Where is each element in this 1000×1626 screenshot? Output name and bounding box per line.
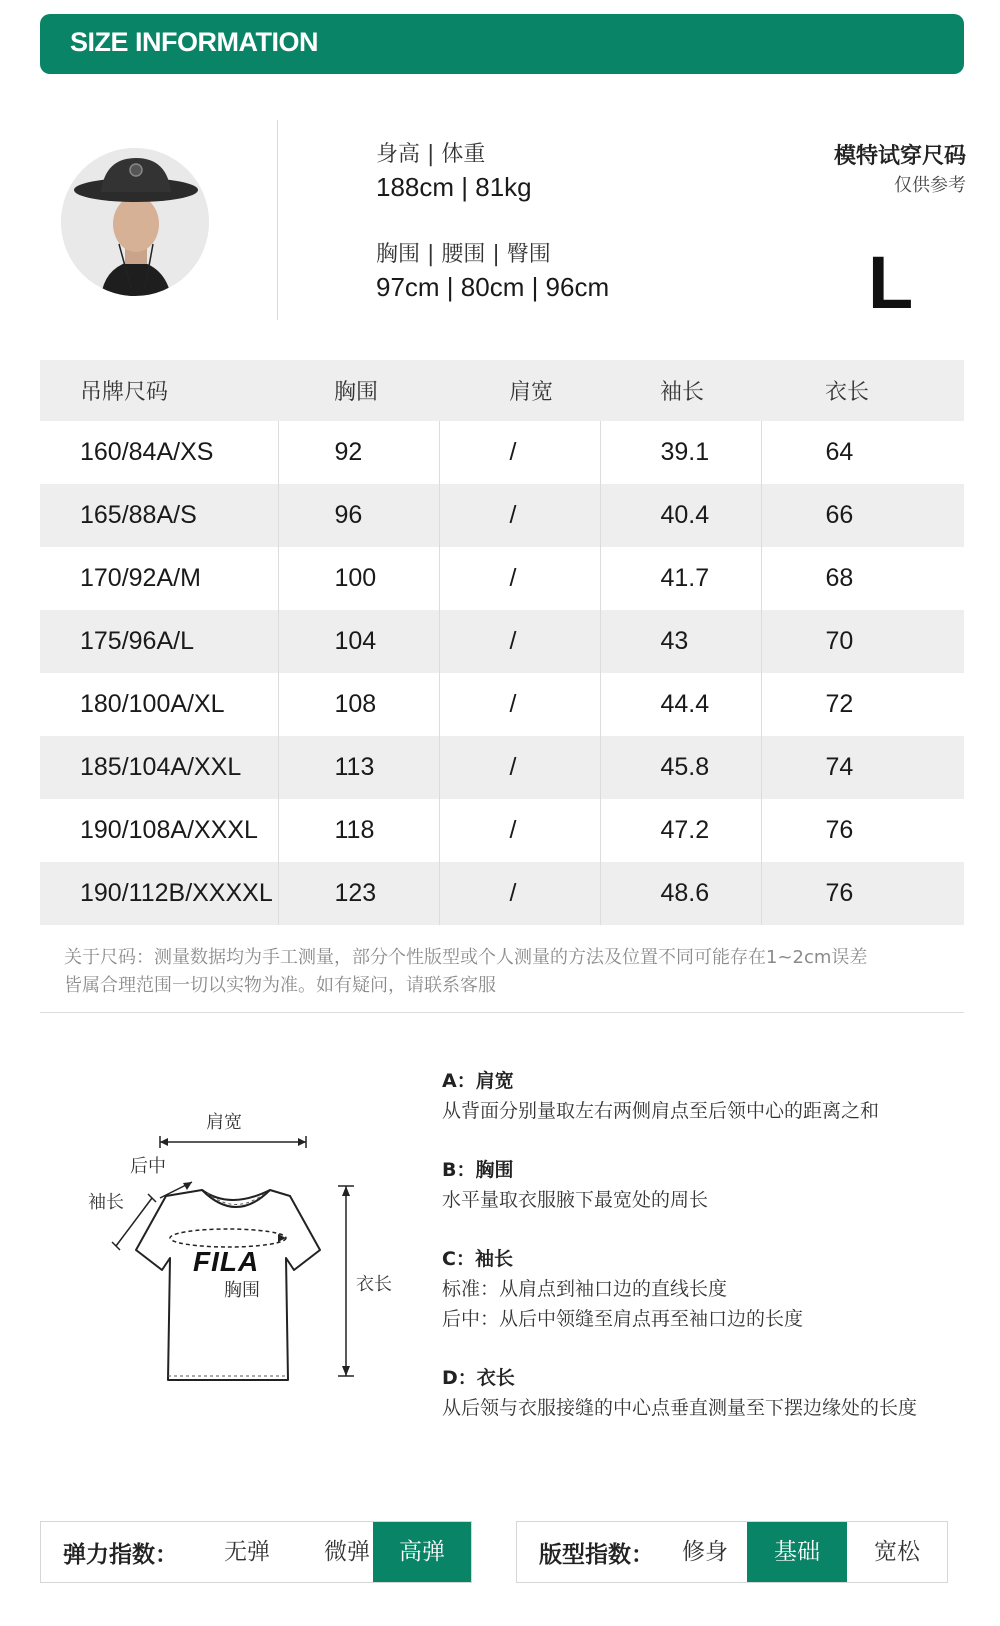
- model-try-size: L: [868, 241, 914, 324]
- fit-title: 版型指数：: [539, 1541, 654, 1568]
- cell-sleeve: 48.6: [600, 862, 761, 925]
- diagram-shoulder-label: 肩宽: [206, 1112, 242, 1133]
- header-sleeve: 袖长: [600, 360, 761, 421]
- cell-shoulder: /: [439, 673, 600, 736]
- measurements-label: 胸围 | 腰围 | 臀围: [376, 242, 551, 267]
- desc-heading: D：衣长: [442, 1367, 515, 1389]
- cell-chest: 92: [278, 421, 439, 484]
- table-row: [40, 673, 964, 736]
- cell-size: 175/96A/L: [40, 610, 278, 673]
- cell-sleeve: 41.7: [600, 547, 761, 610]
- cell-chest: 104: [278, 610, 439, 673]
- tshirt-diagram: [80, 1100, 420, 1420]
- elasticity-option-none: 无弹: [224, 1539, 270, 1565]
- cell-sleeve: 45.8: [600, 736, 761, 799]
- elasticity-option-slight: 微弹: [324, 1539, 370, 1565]
- cell-size: 160/84A/XS: [80, 438, 214, 466]
- cell-size: 185/104A/XXL: [40, 736, 278, 799]
- elasticity-index: [40, 1521, 472, 1583]
- size-info-banner: [40, 14, 964, 74]
- diagram-back-center-label: 后中: [130, 1156, 166, 1177]
- height-weight-value: 188cm | 81kg: [376, 172, 532, 202]
- desc-shoulder: [442, 1066, 879, 1126]
- cell-shoulder: /: [439, 421, 600, 484]
- note-line-2: 皆属合理范围一切以实物为准。如有疑问，请联系客服: [64, 975, 496, 996]
- table-row: [40, 799, 964, 862]
- cell-size: 170/92A/M: [80, 564, 201, 592]
- cell-length: 72: [761, 673, 964, 736]
- banner-title: SIZE INFORMATION: [70, 27, 318, 57]
- diagram-chest-label: 胸围: [224, 1280, 260, 1301]
- diagram-sleeve-label: 袖长: [88, 1192, 124, 1213]
- cell-chest: 96: [278, 484, 439, 547]
- vertical-divider: [277, 120, 278, 320]
- cell-length: 66: [761, 484, 964, 547]
- section-divider: [40, 1012, 964, 1013]
- elasticity-option-high-selected: 高弹: [373, 1522, 471, 1582]
- height-weight-label: 身高 | 体重: [376, 142, 486, 167]
- cell-sleeve: 43: [600, 610, 761, 673]
- desc-heading: C：袖长: [442, 1248, 513, 1270]
- cell-length: 68: [761, 547, 964, 610]
- cell-sleeve: 44.4: [600, 673, 761, 736]
- cell-length: 76: [761, 862, 964, 925]
- desc-line: 标准：从肩点到袖口边的直线长度: [442, 1278, 728, 1300]
- table-row: [40, 421, 964, 484]
- desc-chest: [442, 1155, 708, 1215]
- model-avatar: [61, 148, 209, 296]
- elasticity-title: 弹力指数：: [63, 1541, 178, 1568]
- fit-option-regular-selected: 基础: [747, 1522, 847, 1582]
- size-table: [40, 360, 964, 925]
- cell-length: 70: [761, 610, 964, 673]
- cell-chest: 108: [278, 673, 439, 736]
- desc-line: 水平量取衣服腋下最宽处的周长: [442, 1189, 709, 1211]
- cell-shoulder: /: [439, 610, 600, 673]
- cell-size: 165/88A/S: [40, 484, 278, 547]
- diagram-length-label: 衣长: [356, 1274, 392, 1295]
- note-line-1: 关于尺码：测量数据均为手工测量，部分个性版型或个人测量的方法及位置不同可能存在1~2cm误差: [64, 947, 868, 968]
- fit-index: [516, 1521, 948, 1583]
- cell-sleeve: 39.1: [600, 421, 761, 484]
- cell-shoulder: /: [439, 736, 600, 799]
- cell-shoulder: /: [439, 484, 600, 547]
- cell-chest: 118: [278, 799, 439, 862]
- table-header-row: [40, 360, 964, 421]
- cell-chest: 123: [278, 862, 439, 925]
- size-note: [64, 944, 964, 1000]
- cell-chest: 100: [278, 547, 439, 610]
- model-try-size-title: 模特试穿尺码: [833, 144, 966, 169]
- desc-heading: A：肩宽: [442, 1070, 514, 1092]
- cell-chest: 113: [278, 736, 439, 799]
- table-row: [40, 736, 964, 799]
- header-shoulder: 肩宽: [439, 360, 600, 421]
- cell-sleeve: 40.4: [600, 484, 761, 547]
- cell-shoulder: /: [439, 799, 600, 862]
- desc-sleeve: [442, 1244, 803, 1334]
- header-chest: 胸围: [278, 360, 439, 421]
- fit-option-slim: 修身: [682, 1539, 728, 1565]
- header-length: 衣长: [761, 360, 964, 421]
- desc-line: 从背面分别量取左右两侧肩点至后领中心的距离之和: [442, 1100, 880, 1122]
- cell-length: 64: [761, 421, 964, 484]
- cell-shoulder: /: [439, 547, 600, 610]
- desc-line: 从后领与衣服接缝的中心点垂直测量至下摆边缘处的长度: [442, 1397, 918, 1419]
- header-tag-size: 吊牌尺码: [40, 360, 278, 421]
- cell-size: 180/100A/XL: [80, 690, 225, 718]
- table-row: [40, 547, 964, 610]
- cell-size: 190/112B/XXXXL: [40, 862, 278, 925]
- desc-line: 后中：从后中领缝至肩点再至袖口边的长度: [442, 1308, 804, 1330]
- table-row: [40, 862, 964, 925]
- cell-sleeve: 47.2: [600, 799, 761, 862]
- cell-shoulder: /: [439, 862, 600, 925]
- cell-length: 76: [761, 799, 964, 862]
- cell-size: 190/108A/XXXL: [80, 816, 258, 844]
- measurements-value: 97cm | 80cm | 96cm: [376, 272, 610, 302]
- fit-option-loose: 宽松: [874, 1539, 920, 1565]
- desc-length: [442, 1363, 917, 1423]
- fila-logo: FILA: [193, 1246, 260, 1277]
- table-row: [40, 610, 964, 673]
- cell-length: 74: [761, 736, 964, 799]
- table-row: [40, 484, 964, 547]
- model-try-size-subtitle: 仅供参考: [894, 175, 966, 196]
- desc-heading: B：胸围: [442, 1159, 514, 1181]
